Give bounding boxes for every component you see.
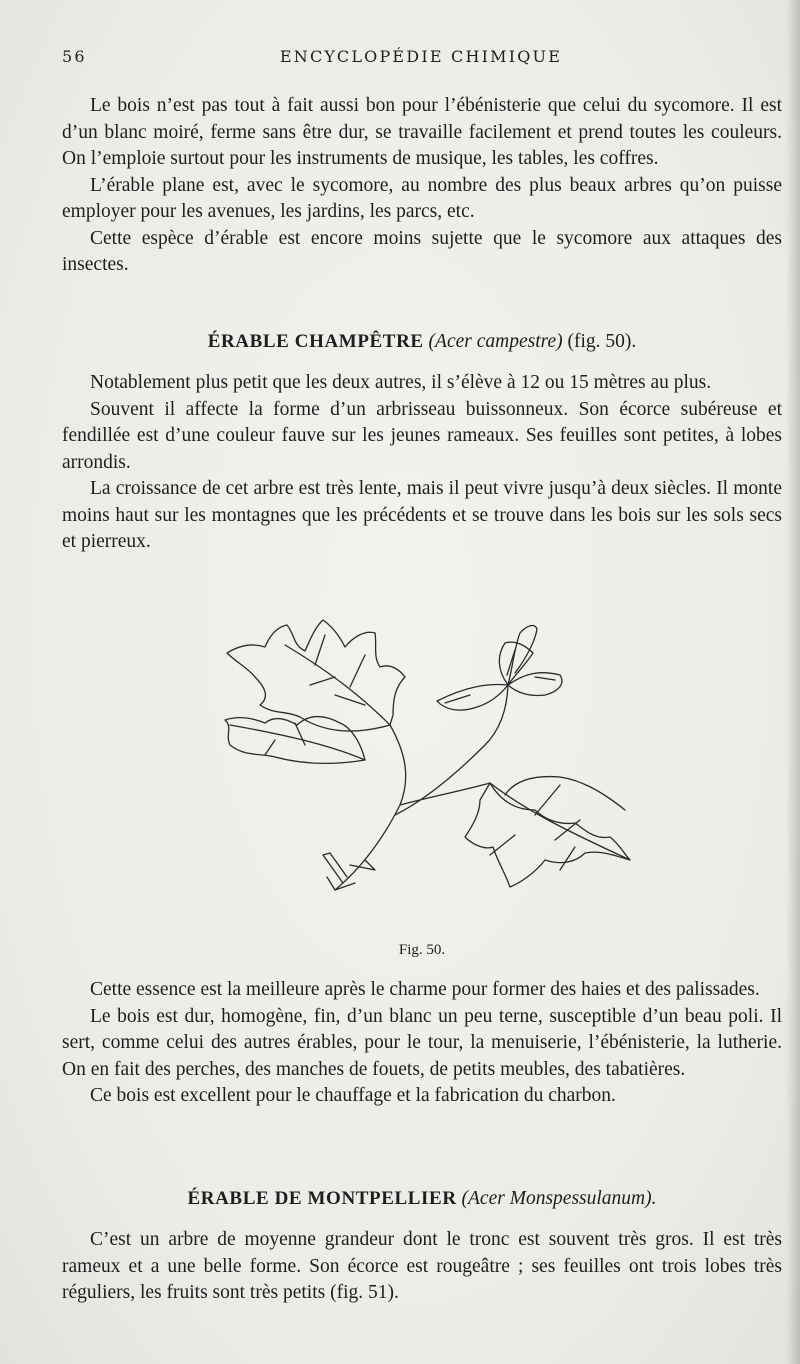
paragraph: La croissance de cet arbre est très lente, mais il peut vivre jusqu’à deux siècles. Il monte moins haut sur les montagnes que les précédents et se trouve dans les bois sur les sols secs et pierreux. [62,478,782,552]
heading-figure-ref: (fig. 50). [567,331,637,352]
running-header [62,47,780,71]
paragraph: Cette essence est la meilleure après le charme pour former des haies et des palissades. [90,979,760,1000]
text-section-plane-maple [62,93,782,279]
heading-name: ÉRABLE CHAMPÊTRE [207,331,424,352]
running-title: ENCYCLOPÉDIE CHIMIQUE [279,47,563,66]
paragraph: Le bois est dur, homogène, fin, d’un blanc un peu terne, susceptible d’un beau poli. Il sert, comme celui des autres érables, pour le tour, la menuiserie, l’ébénisterie, la lutherie. On en fait des perches, des manches de fouets, de petits meubles, des tabatières. [62,1005,782,1080]
heading-name: ÉRABLE DE MONTPELLIER [187,1188,457,1209]
text-section-montpellier-maple [62,1227,782,1307]
paragraph: Souvent il affecte la forme d’un arbrisseau buissonneux. Son écorce subéreuse et fendillée est d’une couleur fauve sur les jeunes rameaux. Ses feuilles sont petites, à lobes arrondis. [62,398,782,473]
heading-scientific-name: (Acer campestre) [428,331,563,352]
maple-branch-illustration [215,615,635,915]
section-heading-erable-champetre [62,329,782,355]
paragraph: Cette espèce d’érable est encore moins sujette que le sycomore aux attaques des insectes. [62,227,782,275]
paragraph: C’est un arbre de moyenne grandeur dont le tronc est souvent très gros. Il est très rameux et a une belle forme. Son écorce est rougeâtre ; ses feuilles ont trois lobes très réguliers, les fruits sont très petits (fig. 51). [62,1229,782,1303]
paragraph: Ce bois est excellent pour le chauffage et la fabrication du charbon. [90,1085,616,1106]
page-number: 56 [62,47,87,66]
leaf-right [465,783,630,887]
text-section-field-maple [62,370,782,556]
heading-scientific-name: (Acer Monspessulanum). [461,1188,657,1209]
text-section-field-maple-uses [62,977,782,1110]
figure-caption: Fig. 50. [398,942,446,958]
paragraph: L’érable plane est, avec le sycomore, au nombre des plus beaux arbres qu’on puisse employer pour les avenues, les jardins, les parcs, etc. [62,174,782,222]
paragraph: Le bois n’est pas tout à fait aussi bon pour l’ébénisterie que celui du sycomore. Il est d’un blanc moiré, ferme sans être dur, se travaille facilement et prend toutes les couleurs. On l’emploie surtout pour les instruments de musique, les tables, les coffres. [62,95,782,169]
page-edge-shadow [786,0,800,1364]
paragraph: Notablement plus petit que les deux autres, il s’élève à 12 ou 15 mètres au plus. [90,372,712,393]
section-heading-erable-de-montpellier [62,1186,782,1212]
